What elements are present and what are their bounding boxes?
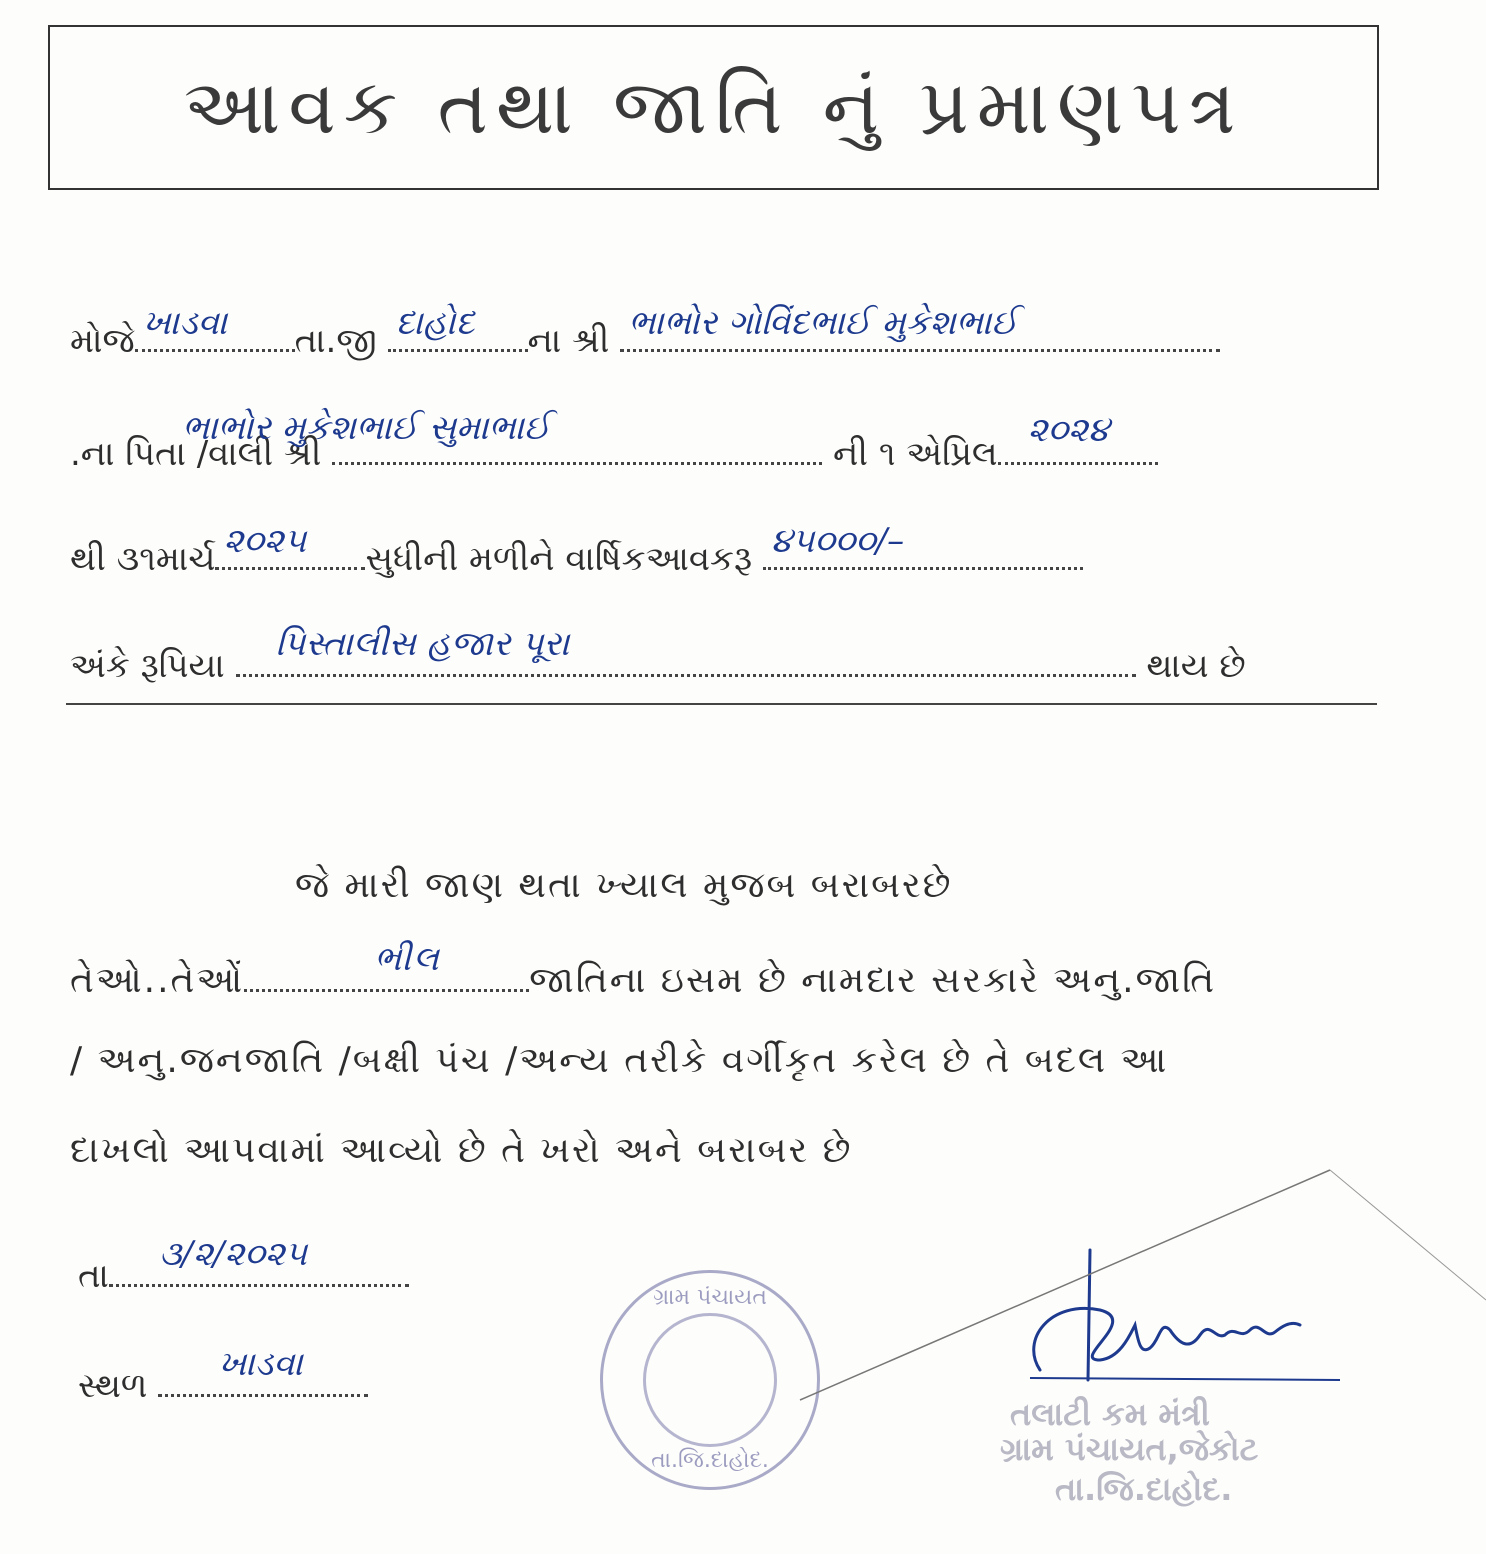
year-from-handwritten: ૨૦૨૪ xyxy=(1027,410,1110,450)
amount-handwritten: ૪૫૦૦૦/– xyxy=(770,521,905,561)
official-office: ગ્રામ પંચાયત,જેકોટ xyxy=(1000,1430,1259,1468)
para-line-3: / અનુ.જનજાતિ /બક્ષી પંચ /અન્ય તરીકે વર્ગીકૃત કરેલ છે તે બદલ આ xyxy=(70,1040,1169,1081)
village-handwritten: ખાડવા xyxy=(142,303,228,343)
teo-label: તેઓ..તેઓં xyxy=(70,960,245,1001)
year-to-handwritten: ૨૦૨૫ xyxy=(223,521,307,561)
para-line-2-rest: જાતિના ઇસમ છે નામદાર સરકારે અનુ.જાતિ xyxy=(529,960,1217,1001)
moje-label: મોજે xyxy=(70,321,135,361)
father-handwritten: ભાભોર મુકેશભાઈ સુમાભાઈ xyxy=(182,408,551,448)
official-title: તલાટી કમ મંત્રી xyxy=(1010,1395,1210,1433)
taji-label: તા.જી xyxy=(294,321,377,361)
caste-handwritten: ભીલ xyxy=(374,939,441,979)
thi-label: થી ૩૧માર્ચ xyxy=(70,539,216,579)
father-label: .ના પિતા /વાલી શ્રી xyxy=(70,434,322,474)
amount-words-handwritten: પિસ્તાલીસ હજાર પૂરા xyxy=(275,624,570,664)
place-label: સ્થળ xyxy=(78,1366,148,1406)
para-line-1: જે મારી જાણ થતા ખ્યાલ મુજબ બરાબરછે xyxy=(295,865,953,906)
date-handwritten: ૩/૨/૨૦૨૫ xyxy=(158,1234,308,1274)
stamp-top-text: ગ્રામ પંચાયત xyxy=(653,1285,767,1310)
official-district: તા.જિ.દાહોદ. xyxy=(1055,1470,1233,1508)
name-handwritten: ભાભોર ગોવિંદભાઈ મુકેશભાઈ xyxy=(628,303,1018,343)
income-label: સુધીની મળીને વાર્ષિકઆવકરૂ xyxy=(365,539,753,579)
taluka-handwritten: દાહોદ xyxy=(395,303,475,343)
anke-label: અંકે રૂપિયા xyxy=(70,646,225,686)
stamp-bottom-text: તા.જિ.દાહોદ. xyxy=(651,1448,769,1473)
thay-label: થાય છે xyxy=(1146,646,1246,686)
na-shri-label: ના શ્રી xyxy=(527,321,610,361)
april-label: ની ૧ એપ્રિલ xyxy=(832,434,998,474)
date-label: તા xyxy=(78,1256,109,1296)
para-line-4: દાખલો આપવામાં આવ્યો છે તે ખરો અને બરાબર છે xyxy=(70,1130,853,1171)
place-handwritten: ખાડવા xyxy=(218,1344,303,1384)
certificate-title: આવક તથા જાતિ નું પ્રમાણપત્ર xyxy=(183,62,1244,151)
